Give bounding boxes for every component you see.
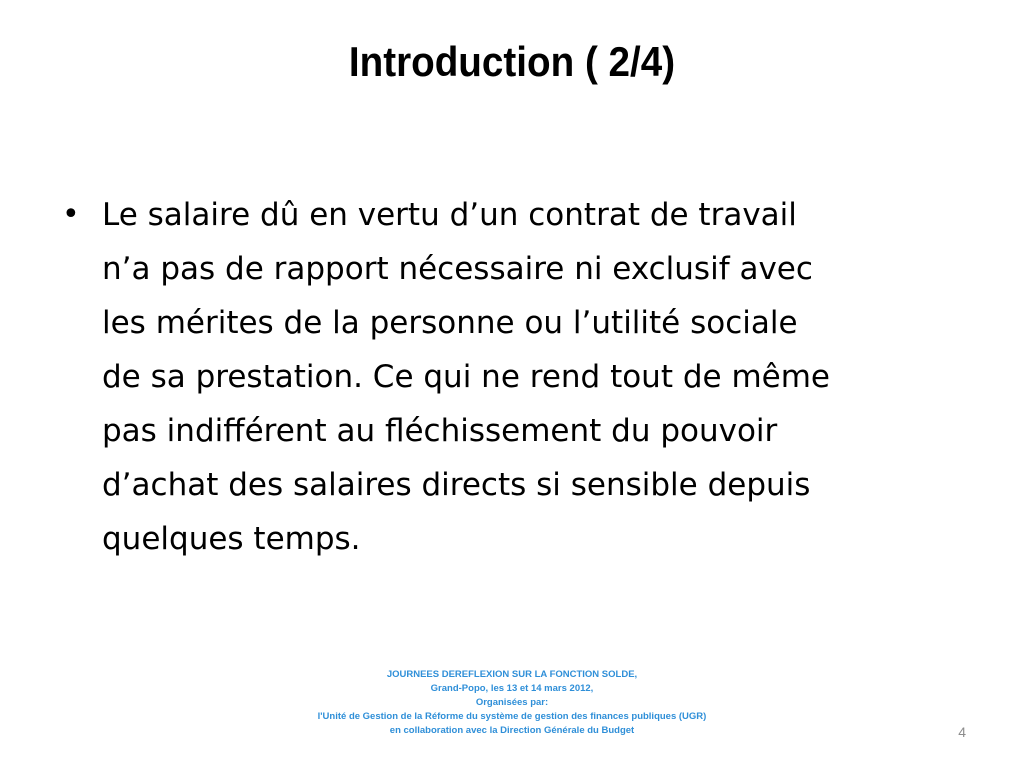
footer-organizer-label: Organisées par: (475, 697, 549, 708)
page-number: 4 (958, 724, 966, 740)
bullet-dot-icon: • (62, 197, 80, 232)
slide-title: Introduction ( 2/4) (348, 38, 676, 85)
slide-body (62, 188, 972, 566)
bullet-line: les mérites de la personne ou l’utilité sociale (102, 305, 798, 341)
bullet-item (62, 188, 972, 566)
bullet-text (102, 188, 972, 566)
footer-location-date: Grand-Popo, les 13 et 14 mars 2012, (430, 683, 594, 694)
footer-collaboration: en collaboration avec la Direction Générale du Budget (389, 725, 635, 736)
bullet-line: n’a pas de rapport nécessaire ni exclusif avec (102, 251, 813, 287)
bullet-line: de sa prestation. Ce qui ne rend tout de même (102, 359, 830, 395)
bullet-line: Le salaire dû en vertu d’un contrat de travail (102, 197, 797, 233)
footer-organizer: l'Unité de Gestion de la Réforme du système de gestion des finances publiques (UGR) (317, 711, 707, 722)
bullet-line: pas indifférent au fléchissement du pouvoir (102, 413, 778, 449)
bullet-line: d’achat des salaires directs si sensible depuis (102, 467, 811, 503)
bullet-line: quelques temps. (102, 521, 361, 557)
slide-footer (200, 668, 824, 738)
footer-event-title: JOURNEES DEREFLEXION SUR LA FONCTION SOLDE, (386, 669, 638, 680)
